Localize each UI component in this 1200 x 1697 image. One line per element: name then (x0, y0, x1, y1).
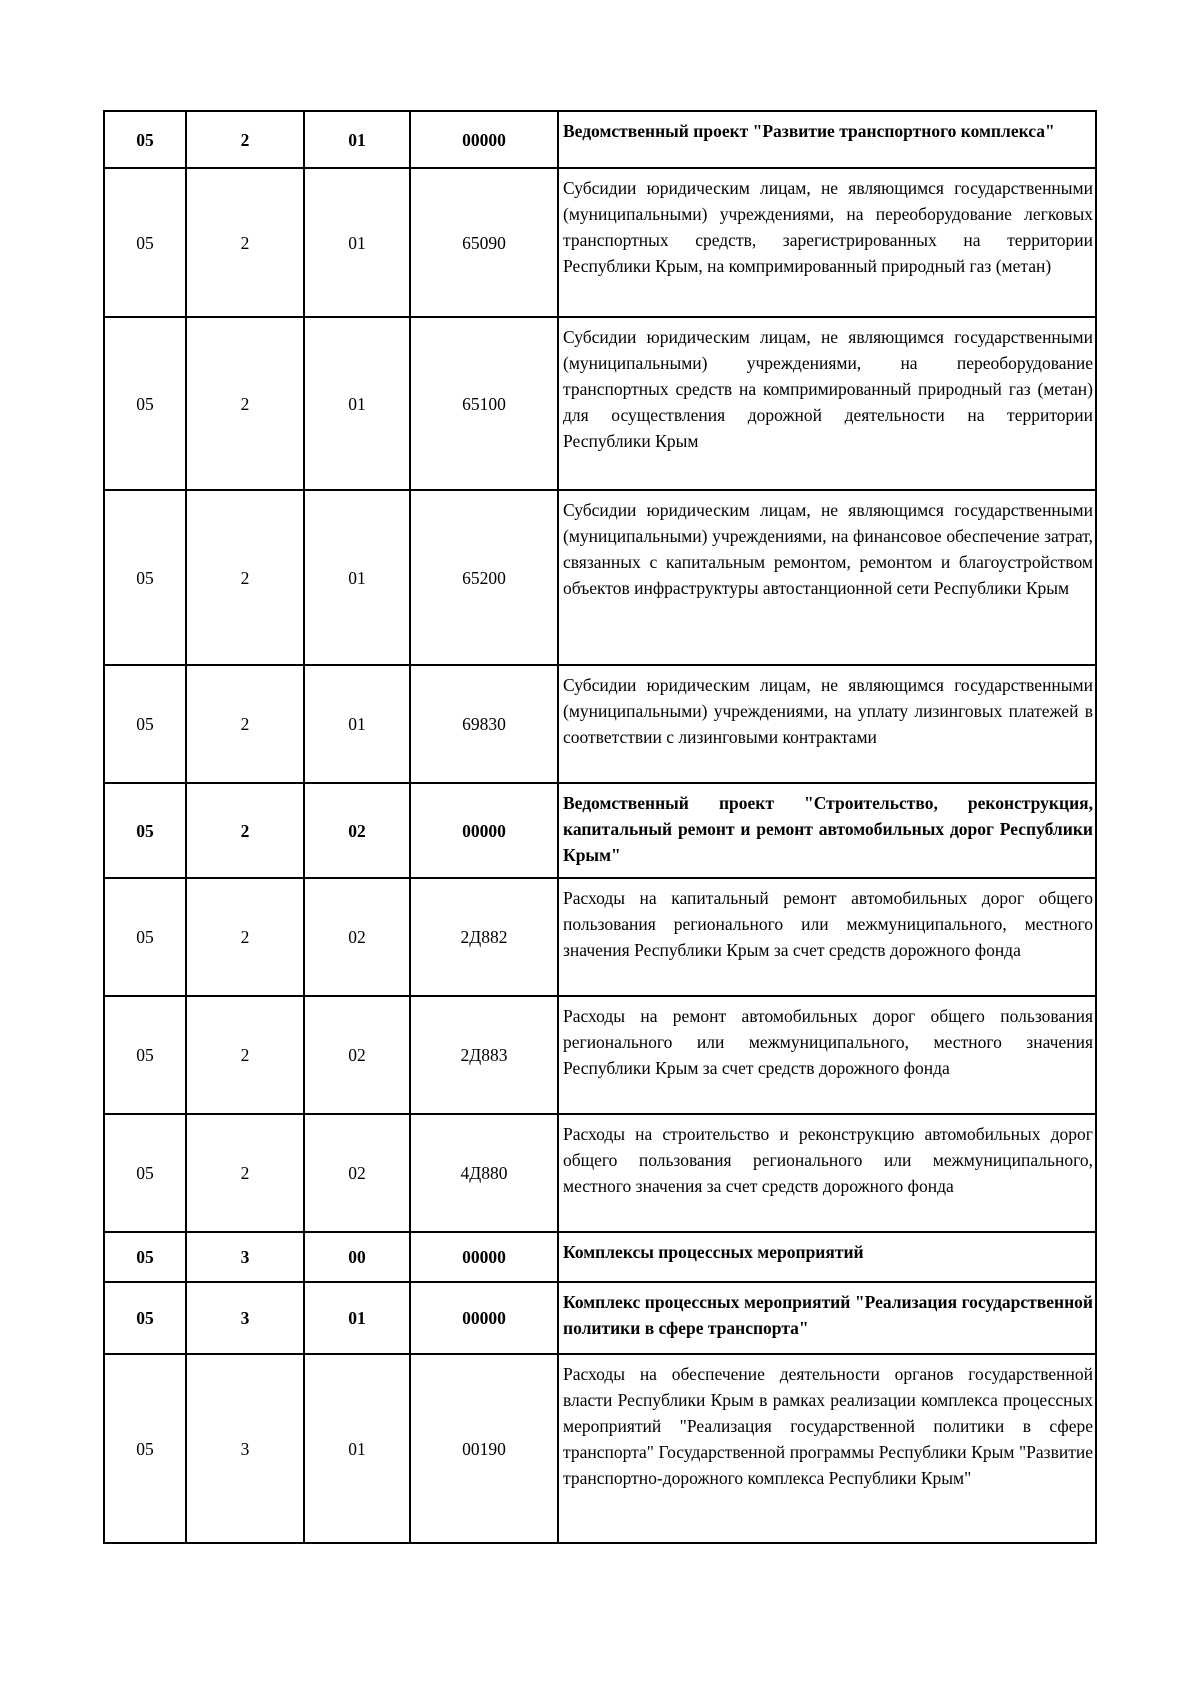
table-row (104, 1354, 1096, 1543)
item-code-cell: 01 (304, 111, 410, 168)
description-cell (558, 665, 1096, 783)
program-code-cell: 05 (104, 1114, 186, 1232)
description-text: Расходы на ремонт автомобильных дорог общего пользования регионального или межмуниципального, местного значения Республики Крым за счет средств дорожного фонда (563, 1006, 1093, 1078)
description-cell (558, 1232, 1096, 1282)
description-text: Расходы на обеспечение деятельности органов государственной власти Республики Крым в рамках реализации комплекса процессных мероприятий "Реализация государственной политики в сфере транспорта" Государственной программы Республики Крым "Развитие транспортно-дорожного комплекса Республики Крым" (563, 1364, 1093, 1488)
item-code-cell: 01 (304, 1282, 410, 1354)
table-row (104, 490, 1096, 665)
direction-code-cell: 65100 (410, 317, 558, 490)
item-code-cell: 02 (304, 878, 410, 996)
description-cell (558, 1282, 1096, 1354)
program-code-cell: 05 (104, 490, 186, 665)
direction-code-cell: 00000 (410, 111, 558, 168)
description-cell (558, 783, 1096, 878)
budget-classification-table (103, 110, 1097, 1544)
program-code-cell: 05 (104, 168, 186, 317)
description-text: Ведомственный проект "Строительство, реконструкция, капитальный ремонт и ремонт автомобильных дорог Республики Крым" (563, 793, 1093, 865)
description-cell (558, 168, 1096, 317)
table-row (104, 1282, 1096, 1354)
subprogram-code-cell: 2 (186, 111, 304, 168)
table-row (104, 996, 1096, 1114)
description-cell (558, 317, 1096, 490)
subprogram-code-cell: 2 (186, 490, 304, 665)
item-code-cell: 01 (304, 490, 410, 665)
item-code-cell: 02 (304, 1114, 410, 1232)
program-code-cell: 05 (104, 783, 186, 878)
description-cell (558, 1114, 1096, 1232)
direction-code-cell: 00000 (410, 783, 558, 878)
table-row (104, 317, 1096, 490)
program-code-cell: 05 (104, 317, 186, 490)
direction-code-cell: 00190 (410, 1354, 558, 1543)
description-text: Комплекс процессных мероприятий "Реализация государственной политики в сфере транспорта" (563, 1292, 1093, 1338)
description-cell (558, 878, 1096, 996)
program-code-cell: 05 (104, 1354, 186, 1543)
item-code-cell: 02 (304, 783, 410, 878)
subprogram-code-cell: 3 (186, 1354, 304, 1543)
table-row (104, 1114, 1096, 1232)
subprogram-code-cell: 2 (186, 317, 304, 490)
subprogram-code-cell: 3 (186, 1282, 304, 1354)
table-row (104, 111, 1096, 168)
direction-code-cell: 2Д882 (410, 878, 558, 996)
program-code-cell: 05 (104, 996, 186, 1114)
program-code-cell: 05 (104, 111, 186, 168)
subprogram-code-cell: 2 (186, 996, 304, 1114)
description-cell (558, 111, 1096, 168)
item-code-cell: 01 (304, 168, 410, 317)
subprogram-code-cell: 2 (186, 878, 304, 996)
item-code-cell: 02 (304, 996, 410, 1114)
program-code-cell: 05 (104, 1282, 186, 1354)
table-row (104, 1232, 1096, 1282)
program-code-cell: 05 (104, 878, 186, 996)
description-text: Субсидии юридическим лицам, не являющимся государственными (муниципальными) учреждениями, на переоборудование легковых транспортных средств, зарегистрированных на территории Республики Крым, на компримированный природный газ (метан) (563, 178, 1093, 276)
table-row (104, 878, 1096, 996)
table-row (104, 168, 1096, 317)
item-code-cell: 00 (304, 1232, 410, 1282)
direction-code-cell: 69830 (410, 665, 558, 783)
description-text: Ведомственный проект "Развитие транспортного комплекса" (563, 121, 1055, 141)
program-code-cell: 05 (104, 665, 186, 783)
subprogram-code-cell: 2 (186, 783, 304, 878)
description-text: Субсидии юридическим лицам, не являющимся государственными (муниципальными) учреждениями, на переоборудование транспортных средств на компримированный природный газ (метан) для осуществления дорожной деятельности на территории Республики Крым (563, 327, 1093, 451)
direction-code-cell: 2Д883 (410, 996, 558, 1114)
table-body (104, 111, 1096, 1543)
subprogram-code-cell: 2 (186, 168, 304, 317)
table-row (104, 783, 1096, 878)
item-code-cell: 01 (304, 665, 410, 783)
direction-code-cell: 65200 (410, 490, 558, 665)
description-cell (558, 490, 1096, 665)
description-text: Субсидии юридическим лицам, не являющимся государственными (муниципальными) учреждениями, на уплату лизинговых платежей в соответствии с лизинговыми контрактами (563, 675, 1093, 747)
description-text: Расходы на строительство и реконструкцию автомобильных дорог общего пользования регионального или межмуниципального, местного значения за счет средств дорожного фонда (563, 1124, 1093, 1196)
description-text: Комплексы процессных мероприятий (563, 1242, 864, 1262)
subprogram-code-cell: 3 (186, 1232, 304, 1282)
description-text: Расходы на капитальный ремонт автомобильных дорог общего пользования регионального или межмуниципального, местного значения Республики Крым за счет средств дорожного фонда (563, 888, 1093, 960)
description-cell (558, 996, 1096, 1114)
subprogram-code-cell: 2 (186, 665, 304, 783)
direction-code-cell: 65090 (410, 168, 558, 317)
subprogram-code-cell: 2 (186, 1114, 304, 1232)
description-cell (558, 1354, 1096, 1543)
program-code-cell: 05 (104, 1232, 186, 1282)
item-code-cell: 01 (304, 317, 410, 490)
item-code-cell: 01 (304, 1354, 410, 1543)
direction-code-cell: 00000 (410, 1282, 558, 1354)
table-row (104, 665, 1096, 783)
description-text: Субсидии юридическим лицам, не являющимся государственными (муниципальными) учреждениями, на финансовое обеспечение затрат, связанных с капитальным ремонтом, ремонтом и благоустройством объектов инфраструктуры автостанционной сети Республики Крым (563, 500, 1093, 598)
direction-code-cell: 00000 (410, 1232, 558, 1282)
direction-code-cell: 4Д880 (410, 1114, 558, 1232)
